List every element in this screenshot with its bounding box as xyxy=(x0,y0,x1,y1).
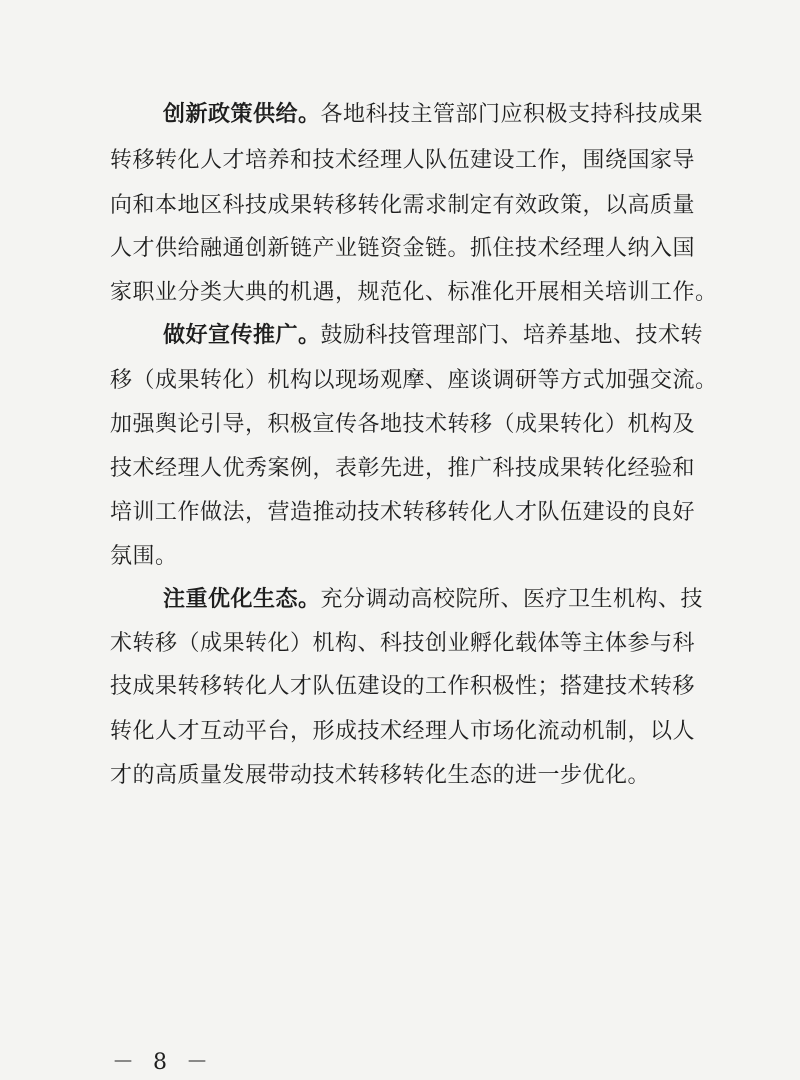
paragraph-1-heading: 创新政策供给。 xyxy=(163,102,321,127)
paragraph-2-line-2: 移（成果转化）机构以现场观摩、座谈调研等方式加强交流。 xyxy=(110,368,718,393)
paragraph-2-line-4: 技术经理人优秀案例，表彰先进，推广科技成果转化经验和 xyxy=(110,456,696,481)
paragraph-3-line-2: 术转移（成果转化）机构、科技创业孵化载体等主体参与科 xyxy=(110,631,696,656)
paragraph-1-line-3: 向和本地区科技成果转移转化需求制定有效政策，以高质量 xyxy=(110,193,696,218)
paragraph-1-text: 各地科技主管部门应积极支持科技成果 xyxy=(320,102,704,127)
paragraph-1-line-2: 转移转化人才培养和技术经理人队伍建设工作，围绕国家导 xyxy=(110,148,696,173)
paragraph-3-line-5: 才的高质量发展带动技术转移转化生态的进一步优化。 xyxy=(110,763,651,788)
paragraph-3-heading: 注重优化生态。 xyxy=(163,587,321,612)
paragraph-2-line-1 xyxy=(163,320,704,352)
paragraph-3-line-1 xyxy=(163,584,704,616)
paragraph-1-line-5: 家职业分类大典的机遇，规范化、标准化开展相关培训工作。 xyxy=(110,280,718,305)
paragraph-3-line-4: 转化人才互动平台，形成技术经理人市场化流动机制，以人 xyxy=(110,719,696,744)
page-number: － 8 － xyxy=(112,1050,214,1075)
paragraph-2-line-5: 培训工作做法，营造推动技术转移转化人才队伍建设的良好 xyxy=(110,500,696,525)
paragraph-2-text: 鼓励科技管理部门、培养基地、技术转 xyxy=(320,323,704,348)
paragraph-2-heading: 做好宣传推广。 xyxy=(163,323,321,348)
paragraph-2-line-3: 加强舆论引导，积极宣传各地技术转移（成果转化）机构及 xyxy=(110,412,696,437)
paragraph-1-line-4: 人才供给融通创新链产业链资金链。抓住技术经理人纳入国 xyxy=(110,236,696,261)
paragraph-3-text: 充分调动高校院所、医疗卫生机构、技 xyxy=(320,587,704,612)
paragraph-2-line-6: 氛围。 xyxy=(110,544,178,569)
paragraph-1-line-1 xyxy=(163,99,704,131)
paragraph-3-line-3: 技成果转移转化人才队伍建设的工作积极性；搭建技术转移 xyxy=(110,674,696,699)
